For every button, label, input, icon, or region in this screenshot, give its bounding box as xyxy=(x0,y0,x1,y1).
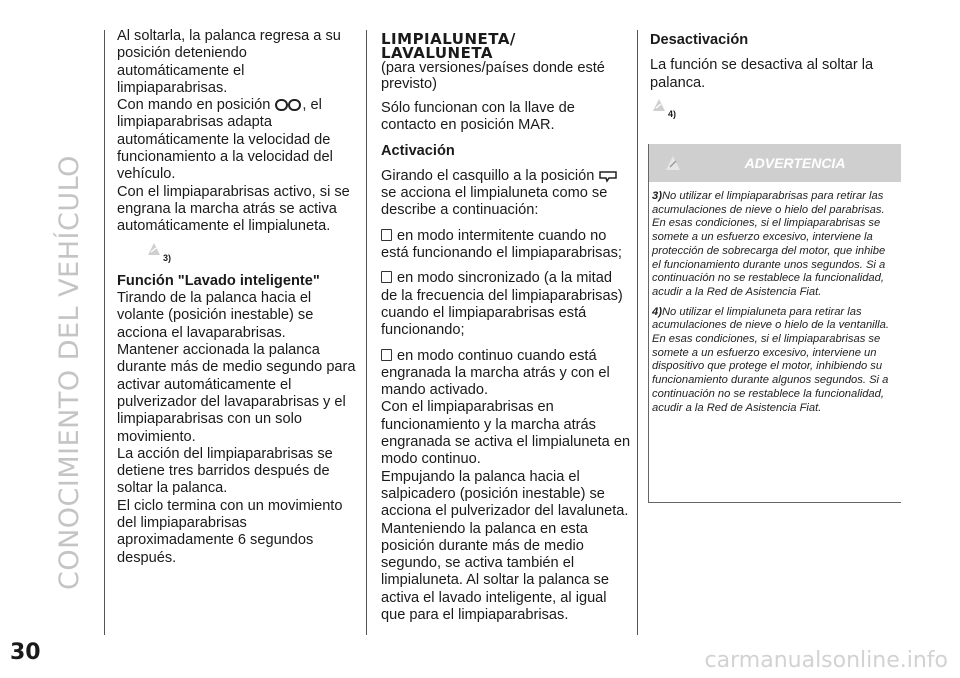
warning-reference: 3) xyxy=(147,242,171,267)
column-divider xyxy=(637,30,638,635)
warning-title: ADVERTENCIA xyxy=(744,155,846,171)
paragraph: La función se desactiva al soltar la palanca. xyxy=(650,57,874,91)
bullet-icon xyxy=(381,271,392,283)
paragraph: La acción del limpiaparabrisas se detiene tres barridos después de soltar la palanca. xyxy=(117,445,333,497)
paragraph: Con el limpiaparabrisas activo, si se engrana la marcha atrás se activa automáticamente el limpialuneta. xyxy=(117,183,350,235)
column-1 xyxy=(117,28,357,567)
section-title: LIMPIALUNETA/ xyxy=(381,30,516,48)
list-item: en modo sincronizado (a la mitad de la frecuencia del limpiaparabrisas) cuando el limpiaparabrisas está funcionando; xyxy=(381,270,623,339)
section-title: LAVALUNETA xyxy=(381,44,494,62)
paragraph: Con el limpiaparabrisas en funcionamiento y la marcha atrás engranada se activa el limpialuneta en modo continuo. xyxy=(381,399,631,468)
warning-item: 4)No utilizar el limpialuneta para retirar las acumulaciones de nieve o hielo de la ventanilla. En esas condiciones, si el limpiaparabrisas se somete a un esfuerzo excesivo, interviene un dispositivo que protege el motor, inhibiendo su funcionamiento durante algunos segundos. Si a continuación no se restablece la funcionalidad, acudir a la Red de Asistencia Fiat. xyxy=(652,305,889,414)
paragraph: Mantener accionada la palanca durante más de medio segundo para activar automáticamente el pulverizador del lavaparabrisas y el limpiaparabrisas con un solo movimiento. xyxy=(117,342,356,445)
paragraph: Tirando de la palanca hacia el volante (posición inestable) se acciona el lavaparabrisas. xyxy=(117,290,314,341)
paragraph: Empujando la palanca hacia el salpicadero (posición inestable) se acciona el pulverizador del lavaluneta. Manteniendo la palanca en esta posición durante más de medio segundo, se activa también el limpialuneta. Al soltar la palanca se activa el lavado inteligente, al igual que para el limpiaparabrisas. xyxy=(381,468,629,624)
watermark: carmanualsonline.info xyxy=(704,648,948,673)
section-heading: Desactivación xyxy=(650,32,749,48)
page-number: 30 xyxy=(10,640,41,665)
warning-triangle-icon xyxy=(652,98,666,112)
paragraph: Con mando en posición , el limpiaparabrisas adapta automáticamente la velocidad de funcionamiento a la velocidad del vehículo. xyxy=(117,97,333,183)
section-heading: Activación xyxy=(381,142,455,159)
column-divider xyxy=(366,30,367,635)
paragraph: Girando el casquillo a la posición se acciona el limpialuneta como se describe a continuación: xyxy=(381,168,631,220)
warning-triangle-icon xyxy=(147,242,161,256)
paragraph: El ciclo termina con un movimiento del limpiaparabrisas aproximadamente 6 segundos después. xyxy=(117,497,343,566)
warning-item: 3)No utilizar el limpiaparabrisas para retirar las acumulaciones de nieve o hielo del parabrisas. En esas condiciones, si el limpiaparabrisas se somete a un esfuerzo excesivo, interviene la protección de sobrecarga del motor, que inhibe el funcionamiento durante unos segundos. Si a continuación no se restablece la funcionalidad, acudir a la Red de Asistencia Fiat. xyxy=(652,190,886,298)
column-2 xyxy=(381,32,631,624)
list-item: en modo continuo cuando está engranada la marcha atrás y con el mando activado. xyxy=(381,347,610,399)
paragraph: Sólo funcionan con la llave de contacto en posición MAR. xyxy=(381,100,575,134)
column-3 xyxy=(650,32,900,129)
warning-body xyxy=(649,182,901,415)
warning-reference: 4) xyxy=(652,98,676,123)
bullet-icon xyxy=(381,229,392,241)
list-item: en modo intermitente cuando no está funcionando el limpiaparabrisas; xyxy=(381,227,622,262)
column-divider xyxy=(104,30,105,635)
section-heading: Función "Lavado inteligente" xyxy=(117,272,320,289)
bullet-icon xyxy=(381,349,392,361)
side-section-title: CONOCIMIENTO DEL VEHÍCULO xyxy=(54,155,85,590)
warning-header xyxy=(649,144,901,182)
auto-wiper-icon xyxy=(274,98,302,112)
rear-wiper-icon xyxy=(598,169,618,183)
warning-box xyxy=(648,144,901,503)
subtitle: (para versiones/países donde esté previsto) xyxy=(381,60,605,92)
paragraph: Al soltarla, la palanca regresa a su posición deteniendo automáticamente el limpiaparabrisas. xyxy=(117,28,341,96)
